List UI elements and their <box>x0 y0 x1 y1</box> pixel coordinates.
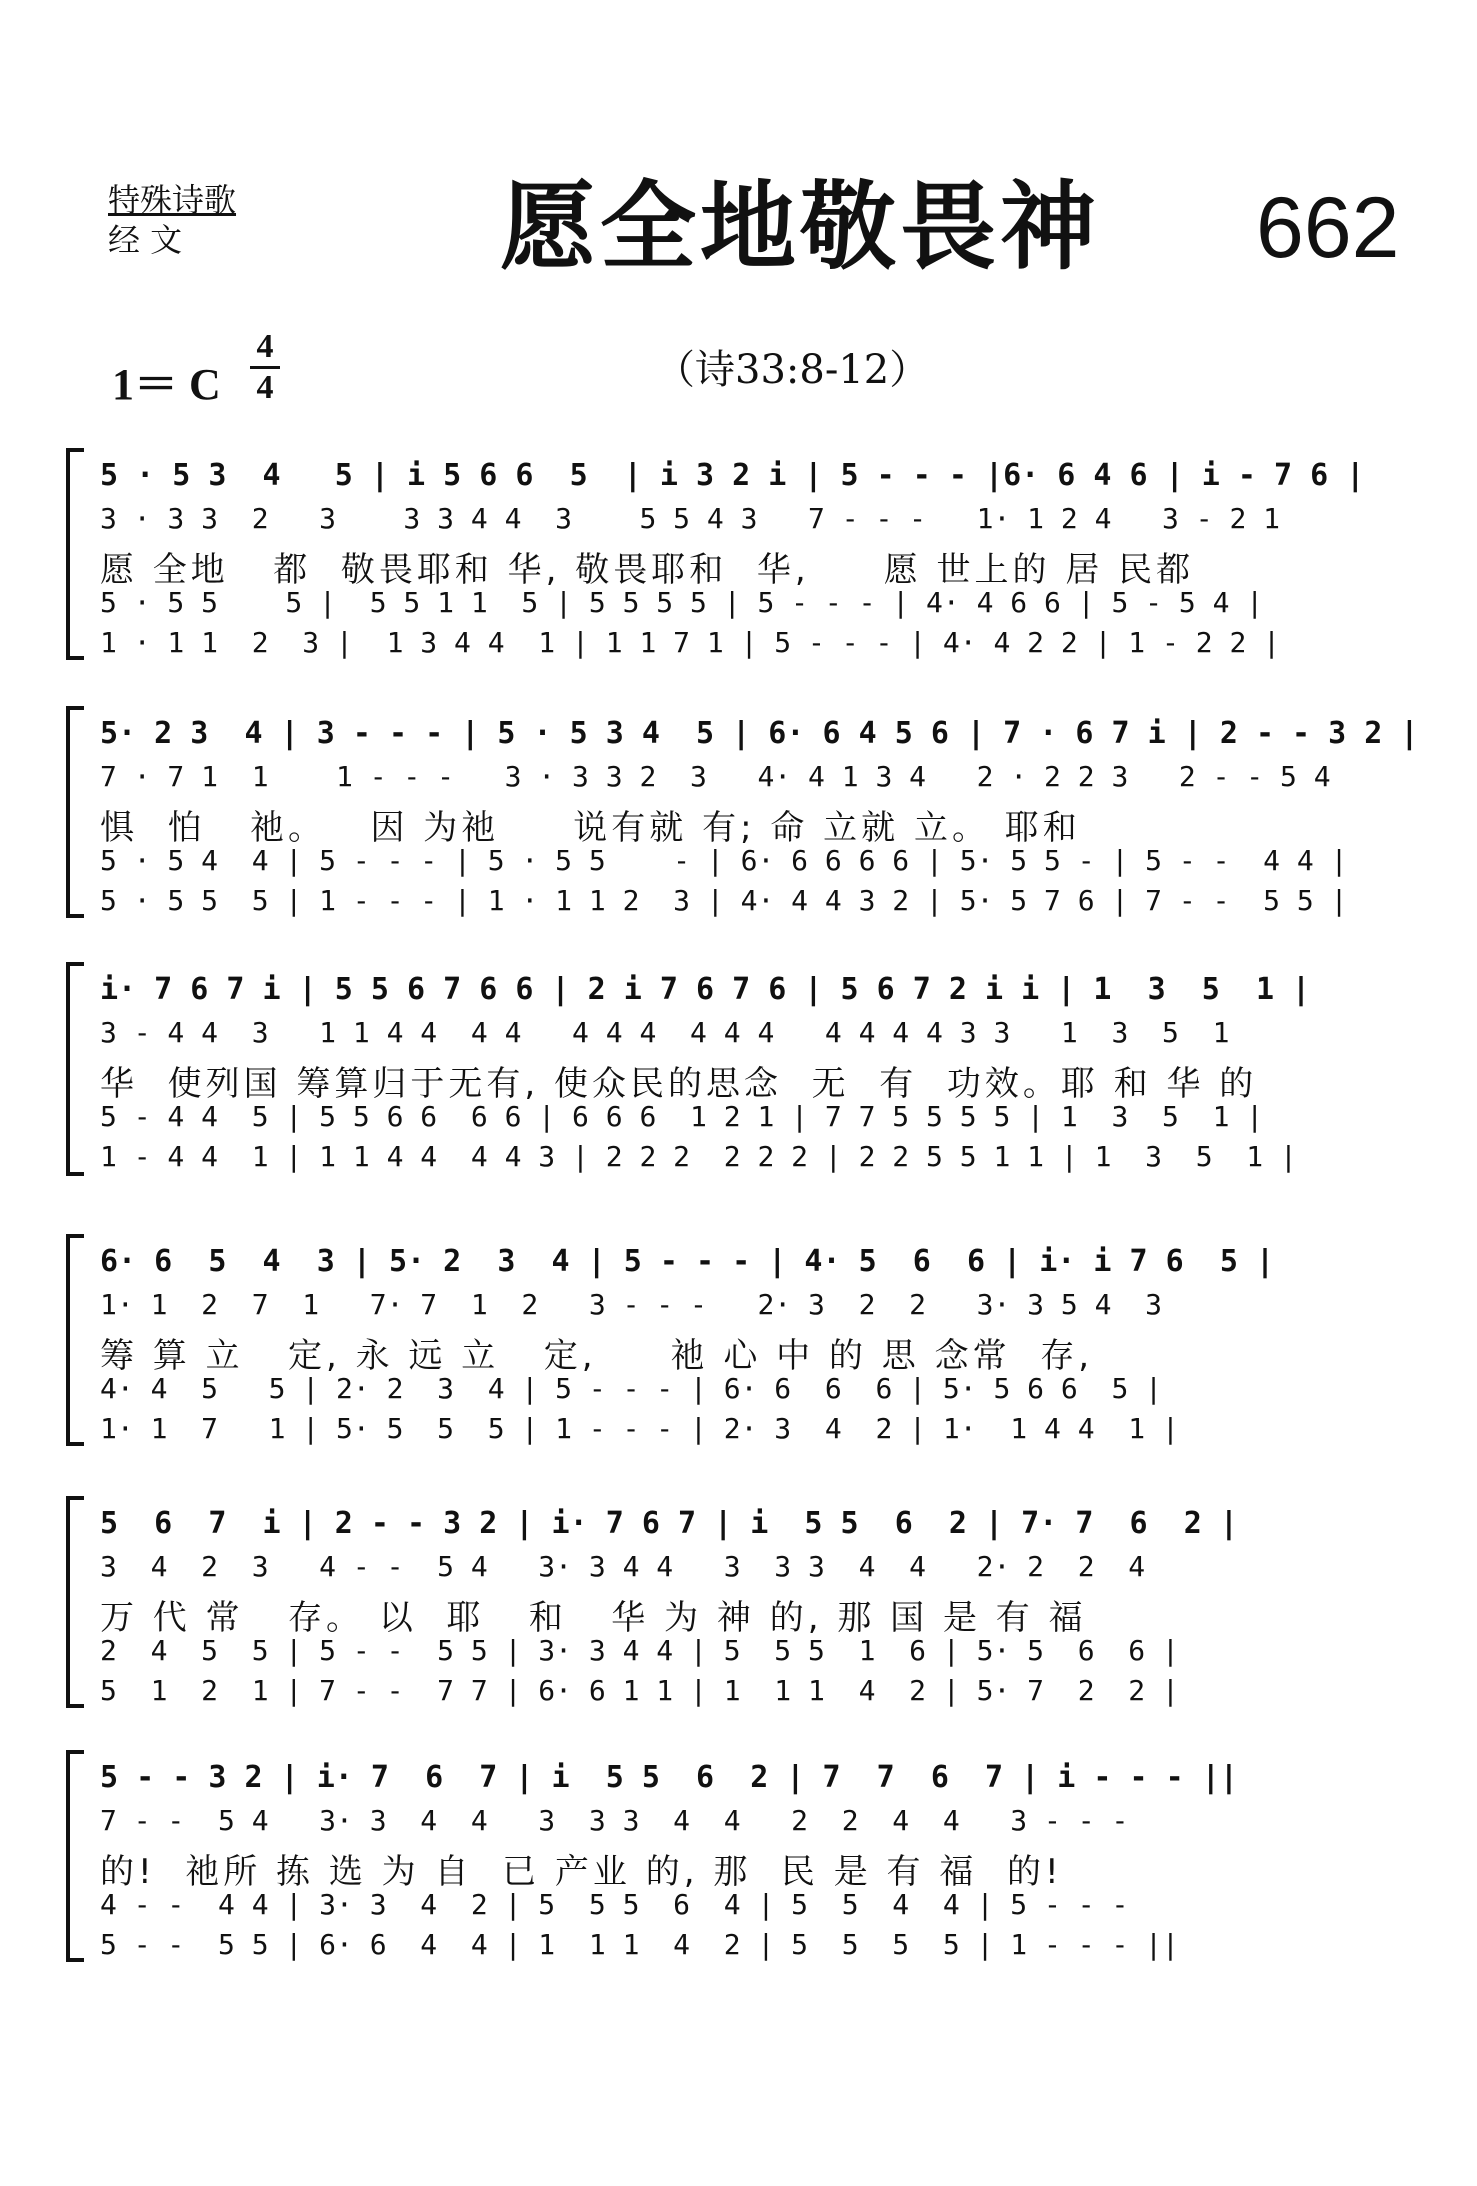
lyrics-line: 万 代 常 存。 以 耶 和 华 为 神 的, 那 国 是 有 福 <box>100 1598 1087 1638</box>
soprano-line: 5· 2 3 4 | 3 - - - | 5 · 5 3 4 5 | 6· 6 4 5 6 | 7 · 6 7 i | 2 - - 3 2 | <box>100 716 1419 751</box>
tenor-line: 5 - 4 4 5 | 5 5 6 6 6 6 | 6 6 6 1 2 1 | 7 7 5 5 5 5 | 1 3 5 1 | <box>100 1100 1264 1133</box>
scripture-reference: （诗33:8-12） <box>655 347 930 393</box>
bass-line: 5 · 5 5 5 | 1 - - - | 1 · 1 1 2 3 | 4· 4 4 3 2 | 5· 5 7 6 | 7 - - 5 5 | <box>100 884 1348 917</box>
alto-line: 1· 1 2 7 1 7· 7 1 2 3 - - - 2· 3 2 2 3· 3 5 4 3 <box>100 1288 1163 1321</box>
key-signature: 1＝ C <box>112 360 221 409</box>
soprano-line: 5 - - 3 2 | i· 7 6 7 | i 5 5 6 2 | 7 7 6 7 | i - - - || <box>100 1760 1238 1795</box>
alto-line: 7 · 7 1 1 1 - - - 3 · 3 3 2 3 4· 4 1 3 4 2 · 2 2 3 2 - - 5 4 <box>100 760 1331 793</box>
category-sublabel: 经 文 <box>108 221 183 259</box>
tenor-line: 4 - - 4 4 | 3· 3 4 2 | 5 5 5 6 4 | 5 5 4 4 | 5 - - - <box>100 1888 1146 1921</box>
score-system <box>60 1234 1380 1446</box>
score-system <box>60 1750 1380 1962</box>
lyrics-line: 的! 祂所 拣 选 为 自 已 产业 的, 那 民 是 有 福 的! <box>100 1852 1063 1892</box>
bass-line: 1 · 1 1 2 3 | 1 3 4 4 1 | 1 1 7 1 | 5 - - - | 4· 4 2 2 | 1 - 2 2 | <box>100 626 1281 659</box>
time-signature-top: 4 <box>256 328 274 365</box>
time-signature-bottom: 4 <box>256 369 274 406</box>
bass-line: 5 1 2 1 | 7 - - 7 7 | 6· 6 1 1 | 1 1 1 4 2 | 5· 7 2 2 | <box>100 1674 1179 1707</box>
tenor-line: 5 · 5 4 4 | 5 - - - | 5 · 5 5 - | 6· 6 6 6 6 | 5· 5 5 - | 5 - - 4 4 | <box>100 844 1348 877</box>
lyrics-line: 惧 怕 祂。 因 为祂 说有就 有; 命 立就 立。 耶和 <box>100 808 1081 848</box>
lyrics-line: 筹 算 立 定, 永 远 立 定, 祂 心 中 的 思 念常 存, <box>100 1336 1093 1376</box>
soprano-line: 5 6 7 i | 2 - - 3 2 | i· 7 6 7 | i 5 5 6 2 | 7· 7 6 2 | <box>100 1506 1238 1541</box>
score-system <box>60 448 1380 660</box>
alto-line: 3 · 3 3 2 3 3 3 4 4 3 5 5 4 3 7 - - - 1· 1 2 4 3 - 2 1 <box>100 502 1281 535</box>
alto-line: 3 - 4 4 3 1 1 4 4 4 4 4 4 4 4 4 4 4 4 4 4 3 3 1 3 5 1 <box>100 1016 1230 1049</box>
tenor-line: 5 · 5 5 5 | 5 5 1 1 5 | 5 5 5 5 | 5 - - - | 4· 4 6 6 | 5 - 5 4 | <box>100 586 1264 619</box>
score-system <box>60 1496 1380 1708</box>
alto-line: 3 4 2 3 4 - - 5 4 3· 3 4 4 3 3 3 4 4 2· 2 2 4 <box>100 1550 1146 1583</box>
alto-line: 7 - - 5 4 3· 3 4 4 3 3 3 4 4 2 2 4 4 3 - - - <box>100 1804 1129 1837</box>
tenor-line: 2 4 5 5 | 5 - - 5 5 | 3· 3 4 4 | 5 5 5 1 6 | 5· 5 6 6 | <box>100 1634 1179 1667</box>
hymn-title: 愿全地敬畏神 <box>500 171 1100 283</box>
category-label: 特殊诗歌 <box>108 181 237 219</box>
bass-line: 1· 1 7 1 | 5· 5 5 5 | 1 - - - | 2· 3 4 2 | 1· 1 4 4 1 | <box>100 1412 1179 1445</box>
tenor-line: 4· 4 5 5 | 2· 2 3 4 | 5 - - - | 6· 6 6 6 | 5· 5 6 6 5 | <box>100 1372 1163 1405</box>
soprano-line: i· 7 6 7 i | 5 5 6 7 6 6 | 2 i 7 6 7 6 | 5 6 7 2 i i | 1 3 5 1 | <box>100 972 1311 1007</box>
score-system <box>60 962 1380 1176</box>
soprano-line: 5 · 5 3 4 5 | i 5 6 6 5 | i 3 2 i | 5 - - - |6· 6 4 6 | i - 7 6 | <box>100 458 1365 493</box>
bass-line: 1 - 4 4 1 | 1 1 4 4 4 4 3 | 2 2 2 2 2 2 | 2 2 5 5 1 1 | 1 3 5 1 | <box>100 1140 1297 1173</box>
time-signature <box>250 330 280 405</box>
score-system <box>60 706 1419 918</box>
hymn-number: 662 <box>1256 180 1400 276</box>
soprano-line: 6· 6 5 4 3 | 5· 2 3 4 | 5 - - - | 4· 5 6 6 | i· i 7 6 5 | <box>100 1244 1274 1279</box>
lyrics-line: 华 使列国 筹算归于无有, 使众民的思念 无 有 功效。耶 和 华 的 <box>100 1064 1258 1104</box>
lyrics-line: 愿 全地 都 敬畏耶和 华, 敬畏耶和 华, 愿 世上的 居 民都 <box>100 550 1195 590</box>
bass-line: 5 - - 5 5 | 6· 6 4 4 | 1 1 1 4 2 | 5 5 5 5 | 1 - - - || <box>100 1928 1179 1961</box>
